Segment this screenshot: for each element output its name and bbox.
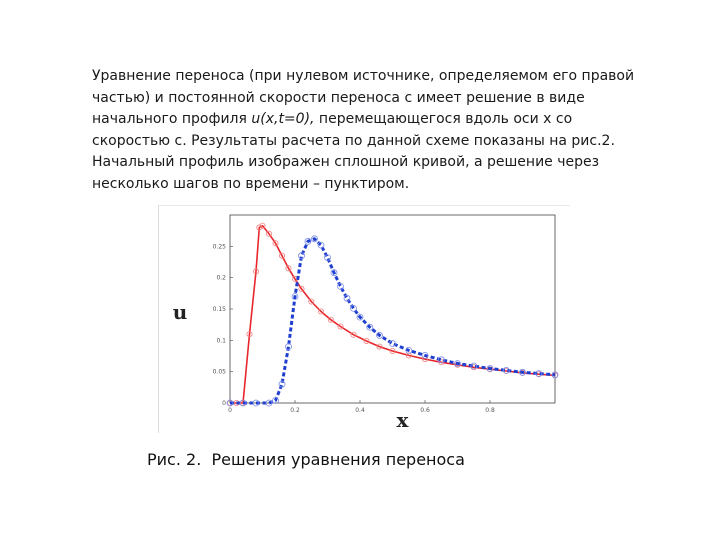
x-axis-title: x [396, 408, 409, 432]
y-axis-title: u [172, 300, 188, 324]
figure-caption: Рис. 2. Решения уравнения переноса [147, 450, 465, 469]
y-tick-label: 0.25 [212, 243, 226, 251]
y-tick-label: 0.1 [216, 337, 226, 345]
chart-background [158, 205, 570, 433]
x-tick-label: 0.8 [485, 407, 495, 414]
x-tick-label: 0.6 [420, 407, 430, 414]
paragraph-text-1: Уравнение переноса (при нулевом источнике, определяемом его правой частью) и постоянной скорости переноса c имеет решение в виде начального профиля [92, 68, 635, 127]
x-tick-label: 0 [228, 407, 232, 414]
y-tick-label: 0 [222, 400, 226, 407]
y-tick-label: 0.15 [212, 306, 226, 313]
paragraph-formula: u(x,t=0), [251, 111, 315, 127]
description-paragraph [92, 66, 637, 195]
y-tick-label: 0.2 [216, 274, 226, 282]
x-tick-label: 0.4 [355, 407, 365, 414]
paragraph-text-2: перемещающегося вдоль оси x со скоростью c. Результаты расчета по данной схеме показаны на рис.2. Начальный профиль изображен сплошной кривой, а решение через несколько шагов по времени – пунктиром. [92, 111, 615, 192]
y-tick-label: 0.05 [212, 368, 226, 376]
chart-svg [158, 205, 570, 433]
x-tick-label: 0.2 [290, 407, 300, 414]
chart-figure [158, 205, 570, 433]
